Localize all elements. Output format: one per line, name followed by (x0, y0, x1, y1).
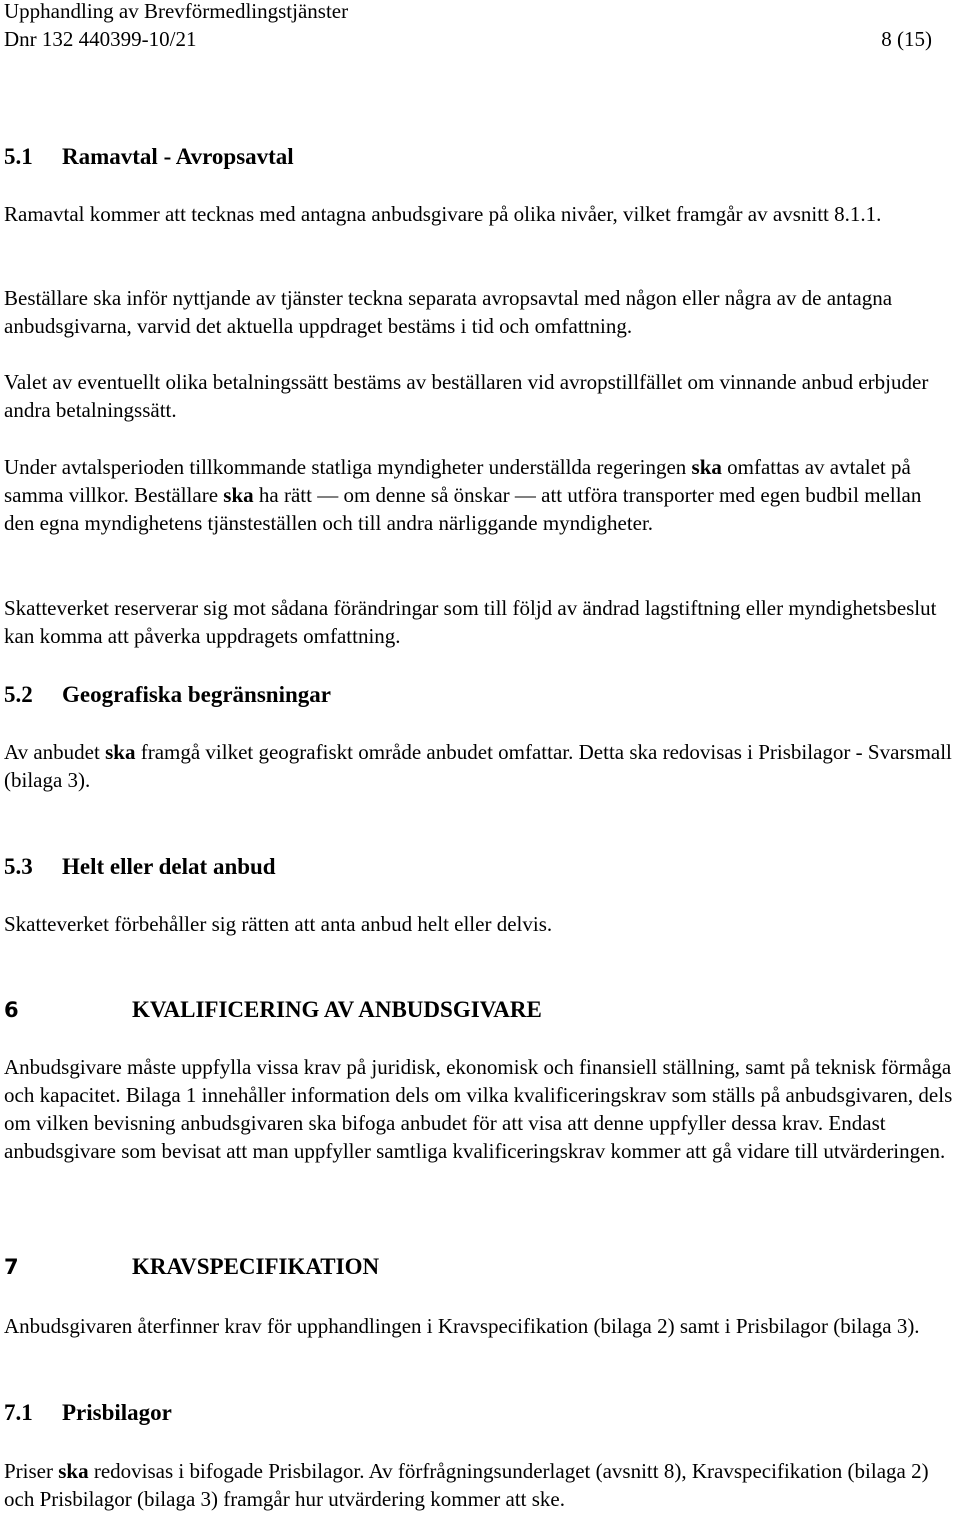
heading-number: 7 (4, 1255, 19, 1279)
paragraph: Skatteverket förbehåller sig rätten att anta anbud helt eller delvis. (4, 912, 553, 936)
text-run: Priser (4, 1459, 59, 1483)
heading-title: Prisbilagor (62, 1400, 172, 1425)
heading-title: KVALIFICERING AV ANBUDSGIVARE (132, 997, 542, 1022)
paragraph: Valet av eventuellt olika betalningssätt bestäms av beställaren vid avropstillfället om vinnande anbud erbjuder andra betalningssätt. (4, 370, 929, 422)
text-run: Av anbudet (4, 740, 106, 764)
paragraph: Beställare ska inför nyttjande av tjänster teckna separata avropsavtal med någon eller några av de antagna anbudsgivarna, varvid det aktuella uppdraget bestäms i tid och omfattning. (4, 286, 893, 338)
heading-5-1 (4, 142, 954, 172)
paragraph: Skatteverket reserverar sig mot sådana förändringar som till följd av ändrad lagstiftning eller myndighetsbeslut kan komma att påverka uppdragets omfattning. (4, 596, 937, 648)
page-number: 8 (15) (881, 27, 932, 51)
bold-run: ska (691, 455, 722, 479)
text-run: framgå vilket geografiskt område anbudet omfattar. Detta ska redovisas i Prisbilagor - Svarsmall (bilaga 3). (4, 740, 952, 792)
paragraph: Anbudsgivaren återfinner krav för upphandlingen i Kravspecifikation (bilaga 2) samt i Prisbilagor (bilaga 3). (4, 1314, 920, 1338)
heading-title: Ramavtal - Avropsavtal (62, 144, 294, 169)
bold-run: ska (223, 483, 254, 507)
text-run: Under avtalsperioden tillkommande statliga myndigheter underställda regeringen (4, 455, 692, 479)
heading-title: Geografiska begränsningar (62, 682, 331, 707)
paragraph (4, 453, 954, 537)
heading-number: 6 (4, 998, 19, 1022)
header-title: Upphandling av Brevförmedlingstjänster (4, 0, 349, 23)
heading-6 (4, 995, 954, 1025)
heading-number: 7.1 (4, 1400, 33, 1425)
header-dnr: Dnr 132 440399-10/21 (4, 27, 197, 51)
paragraph (4, 738, 954, 794)
heading-5-2 (4, 680, 954, 710)
heading-7-1 (4, 1398, 954, 1428)
heading-number: 5.1 (4, 144, 33, 169)
paragraph: Anbudsgivare måste uppfylla vissa krav på juridisk, ekonomisk och finansiell ställning, samt på teknisk förmåga och kapacitet. Bilaga 1 innehåller information dels om vilka kvalificeringskrav som ställs på anbudsgivaren, dels om vilken bevisning anbudsgivaren ska bifoga anbudet för att visa att denne uppfyller dessa krav. Endast anbudsgivare som bevisat att man uppfyller samtliga kvalificeringskrav kommer att gå vidare till utvärderingen. (4, 1055, 953, 1163)
heading-5-3 (4, 852, 954, 882)
heading-7 (4, 1252, 954, 1282)
text-run: ha rätt — om denne så önskar — att utföra transporter med egen budbil mellan den egna myndighetens tjänsteställen och till andra närliggande myndigheter. (4, 483, 922, 535)
heading-number: 5.3 (4, 854, 33, 879)
text-run: omfattas av avtalet på samma villkor. Beställare (4, 455, 911, 507)
heading-title: Helt eller delat anbud (62, 854, 276, 879)
heading-number: 5.2 (4, 682, 33, 707)
paragraph (4, 1457, 954, 1513)
heading-title: KRAVSPECIFIKATION (132, 1254, 380, 1279)
paragraph: Ramavtal kommer att tecknas med antagna anbudsgivare på olika nivåer, vilket framgår av avsnitt 8.1.1. (4, 202, 882, 226)
bold-run: ska (58, 1459, 89, 1483)
text-run: redovisas i bifogade Prisbilagor. Av förfrågningsunderlaget (avsnitt 8), Kravspecifikation (bilaga 2) och Prisbilagor (bilaga 3) framgår hur utvärdering kommer att ske. (4, 1459, 929, 1511)
bold-run: ska (105, 740, 136, 764)
